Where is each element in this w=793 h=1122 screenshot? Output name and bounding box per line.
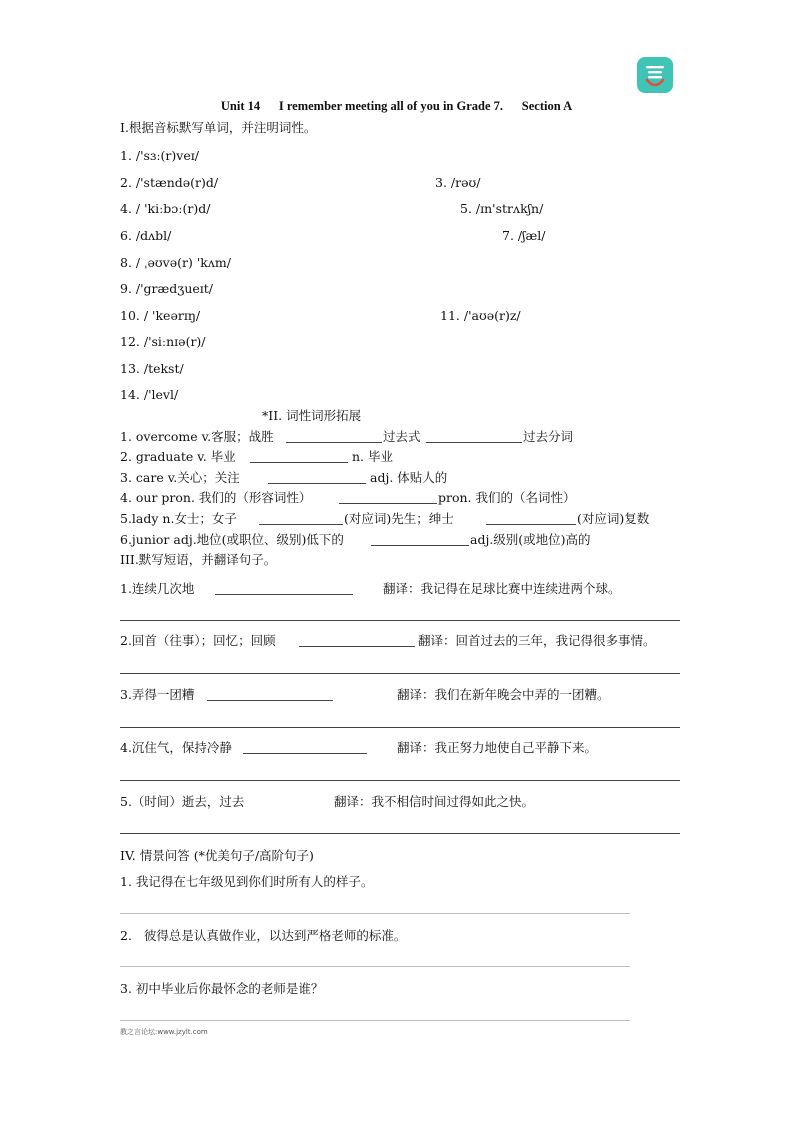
translation-prompt-1: 翻译：我记得在足球比赛中连续进两个球。	[383, 581, 621, 596]
phonetic-item-1: 1. /'sɜː(r)veɪ/	[120, 148, 199, 163]
wordform-row-1-c: 过去分词	[523, 429, 574, 444]
answer-line[interactable]	[120, 833, 680, 834]
wordform-row-2-b: n. 毕业	[352, 449, 393, 464]
wordform-row-3-a: 3. care v.关心；关注	[120, 470, 240, 485]
wordform-row-2-a: 2. graduate v. 毕业	[120, 449, 236, 464]
answer-blank[interactable]	[250, 462, 348, 463]
wordform-row-6-a: 6.junior adj.地位(或职位、级别)低下的	[120, 532, 344, 547]
translation-prompt-3: 翻译：我们在新年晚会中弄的一团糟。	[397, 687, 610, 702]
phrase-item-5: 5.（时间）逝去，过去	[120, 794, 245, 809]
phonetic-item-2: 2. /'stændə(r)d/	[120, 175, 219, 190]
phrase-item-2: 2.回首（往事）；回忆；回顾	[120, 633, 276, 648]
phonetic-item-10: 10. / 'keərɪŋ/	[120, 308, 201, 323]
section-1-heading: I.根据音标默写单词，并注明词性。	[120, 120, 317, 135]
answer-blank[interactable]	[486, 524, 576, 525]
answer-blank[interactable]	[339, 503, 437, 504]
wordform-row-4-a: 4. our pron. 我们的（形容词性）	[120, 490, 312, 505]
answer-line[interactable]	[120, 780, 680, 781]
phrase-item-3: 3.弄得一团糟	[120, 687, 195, 702]
answer-blank[interactable]	[286, 442, 382, 443]
page-title	[0, 99, 793, 114]
wordform-row-1-b: 过去式	[383, 429, 421, 444]
section-3-heading: III.默写短语，并翻译句子。	[120, 552, 277, 567]
phonetic-item-3: 3. /rəʊ/	[435, 175, 481, 190]
answer-blank[interactable]	[299, 646, 415, 647]
answer-line[interactable]	[120, 966, 630, 967]
answer-line[interactable]	[120, 673, 680, 674]
phrase-item-1: 1.连续几次地	[120, 581, 195, 596]
answer-line[interactable]	[120, 913, 630, 914]
section-4-heading: IV. 情景问答 (*优美句子/高阶句子)	[120, 848, 314, 863]
phonetic-item-5: 5. /ɪn'strʌkʃn/	[460, 201, 544, 216]
phonetic-item-13: 13. /tekst/	[120, 361, 184, 376]
answer-blank[interactable]	[259, 524, 343, 525]
section-2-heading: *II. 词性词形拓展	[262, 408, 362, 423]
jzy-logo-icon	[637, 57, 673, 93]
answer-line[interactable]	[120, 1020, 630, 1021]
answer-blank[interactable]	[426, 442, 522, 443]
phonetic-item-11: 11. /'aʊə(r)z/	[440, 308, 521, 323]
wordform-row-4-b: pron. 我们的（名词性）	[438, 490, 576, 505]
translation-prompt-4: 翻译：我正努力地使自己平静下来。	[397, 740, 598, 755]
phrase-item-4: 4.沉住气，保持冷静	[120, 740, 232, 755]
wordform-row-5-b: (对应词)先生；绅士	[344, 511, 454, 526]
phonetic-item-6: 6. /dʌbl/	[120, 228, 172, 243]
answer-line[interactable]	[120, 727, 680, 728]
answer-line[interactable]	[120, 620, 680, 621]
phonetic-item-4: 4. / 'kiːbɔː(r)d/	[120, 201, 211, 216]
phonetic-item-12: 12. /'siːnɪə(r)/	[120, 334, 206, 349]
scenario-item-2: 2. 彼得总是认真做作业，以达到严格老师的标准。	[120, 928, 407, 943]
wordform-row-1-a: 1. overcome v.客服；战胜	[120, 429, 274, 444]
phonetic-item-14: 14. /'levl/	[120, 387, 179, 402]
answer-blank[interactable]	[215, 594, 353, 595]
phonetic-item-9: 9. /'grædʒueɪt/	[120, 281, 214, 296]
phonetic-item-8: 8. / ˌəʊvə(r) 'kʌm/	[120, 255, 231, 270]
translation-prompt-2: 翻译：回首过去的三年，我记得很多事情。	[418, 633, 656, 648]
phonetic-item-7: 7. /ʃæl/	[502, 228, 546, 243]
wordform-row-5-c: (对应词)复数	[577, 511, 650, 526]
wordform-row-6-b: adj.级别(或地位)高的	[470, 532, 591, 547]
answer-blank[interactable]	[207, 700, 333, 701]
wordform-row-5-a: 5.lady n.女士；女子	[120, 511, 237, 526]
scenario-item-3: 3. 初中毕业后你最怀念的老师是谁？	[120, 981, 324, 996]
translation-prompt-5: 翻译：我不相信时间过得如此之快。	[334, 794, 535, 809]
footer-text: 教之言论坛:www.jzylt.com	[120, 1028, 208, 1036]
page-title-text: Unit 14 I remember meeting all of you in Grade 7. Section A	[220, 99, 573, 113]
scenario-item-1: 1. 我记得在七年级见到你们时所有人的样子。	[120, 874, 374, 889]
wordform-row-3-b: adj. 体贴人的	[370, 470, 448, 485]
answer-blank[interactable]	[371, 545, 469, 546]
answer-blank[interactable]	[268, 483, 366, 484]
answer-blank[interactable]	[243, 753, 367, 754]
